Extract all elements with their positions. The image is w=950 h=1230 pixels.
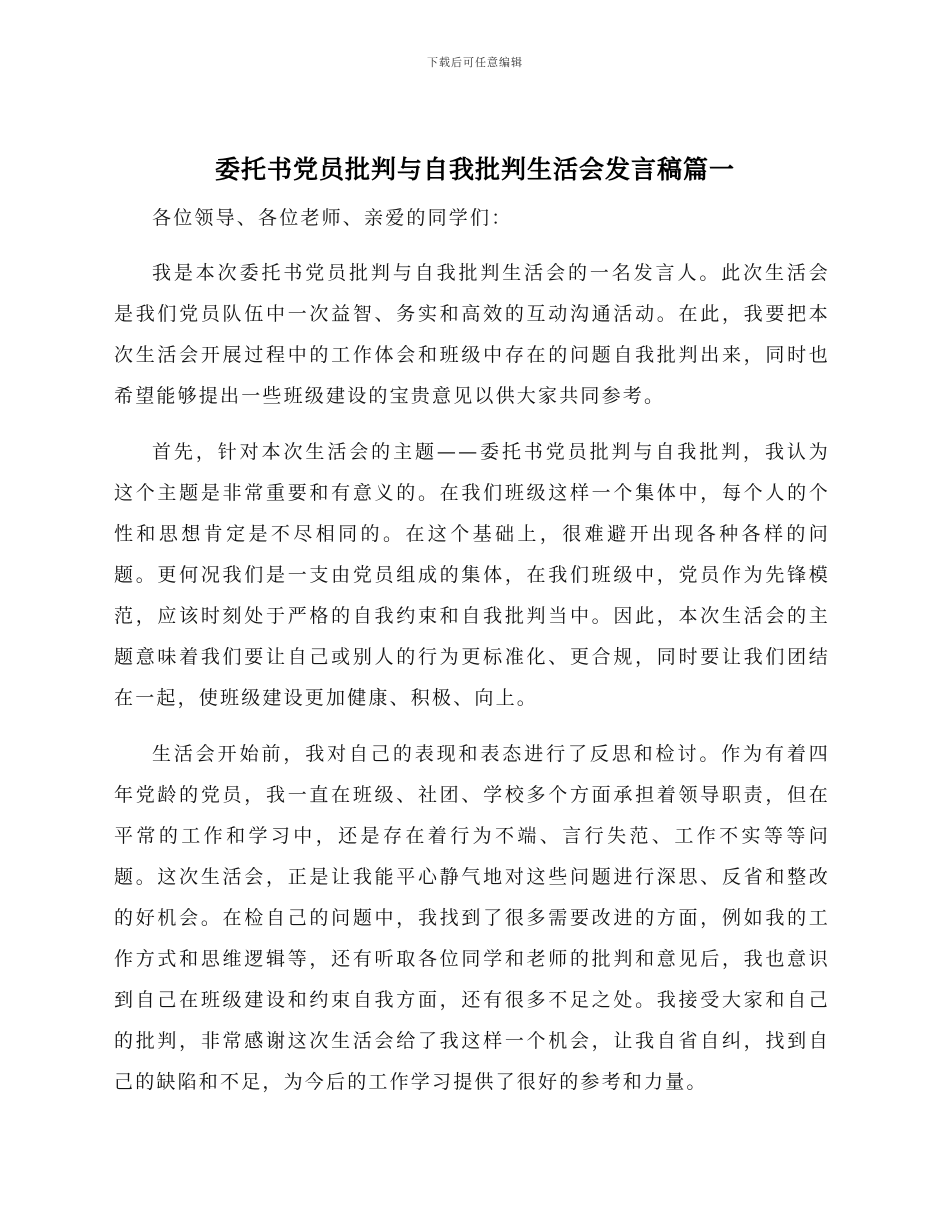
document-title: 委托书党员批判与自我批判生活会发言稿篇一 — [214, 155, 735, 184]
paragraph: 首先，针对本次生活会的主题——委托书党员批判与自我批判，我认为这个主题是非常重要和有意义的。在我们班级这样一个集体中，每个人的个性和思想肯定是不尽相同的。在这个基础上，很难避开出现各种各样的问题。更何况我们是一支由党员组成的集体，在我们班级中，党员作为先锋模范，应该时刻处于严格的自我约束和自我批判当中。因此，本次生活会的主题意味着我们要让自己或别人的行为更标准化、更合规，同时要让我们团结在一起，使班级建设更加健康、积极、向上。 — [114, 441, 830, 709]
paragraph: 生活会开始前，我对自己的表现和表态进行了反思和检讨。作为有着四年党龄的党员，我一直在班级、社团、学校多个方面承担着领导职责，但在平常的工作和学习中，还是存在着行为不端、言行失范、工作不实等等问题。这次生活会，正是让我能平心静气地对这些问题进行深思、反省和整改的好机会。在检自己的问题中，我找到了很多需要改进的方面，例如我的工作方式和思维逻辑等，还有听取各位同学和老师的批判和意见后，我也意识到自己在班级建设和约束自我方面，还有很多不足之处。我接受大家和自己的批判，非常感谢这次生活会给了我这样一个机会，让我自省自纠，找到自己的缺陷和不足，为今后的工作学习提供了很好的参考和力量。 — [114, 743, 830, 1093]
paragraph: 我是本次委托书党员批判与自我批判生活会的一名发言人。此次生活会是我们党员队伍中一次益智、务实和高效的互动沟通活动。在此，我要把本次生活会开展过程中的工作体会和班级中存在的问题自我批判出来，同时也希望能够提出一些班级建设的宝贵意见以供大家共同参考。 — [114, 262, 830, 407]
salutation: 各位领导、各位老师、亲爱的同学们： — [152, 207, 513, 229]
document-body — [114, 198, 830, 1118]
page-header: 下载后可任意编辑 — [427, 56, 523, 69]
